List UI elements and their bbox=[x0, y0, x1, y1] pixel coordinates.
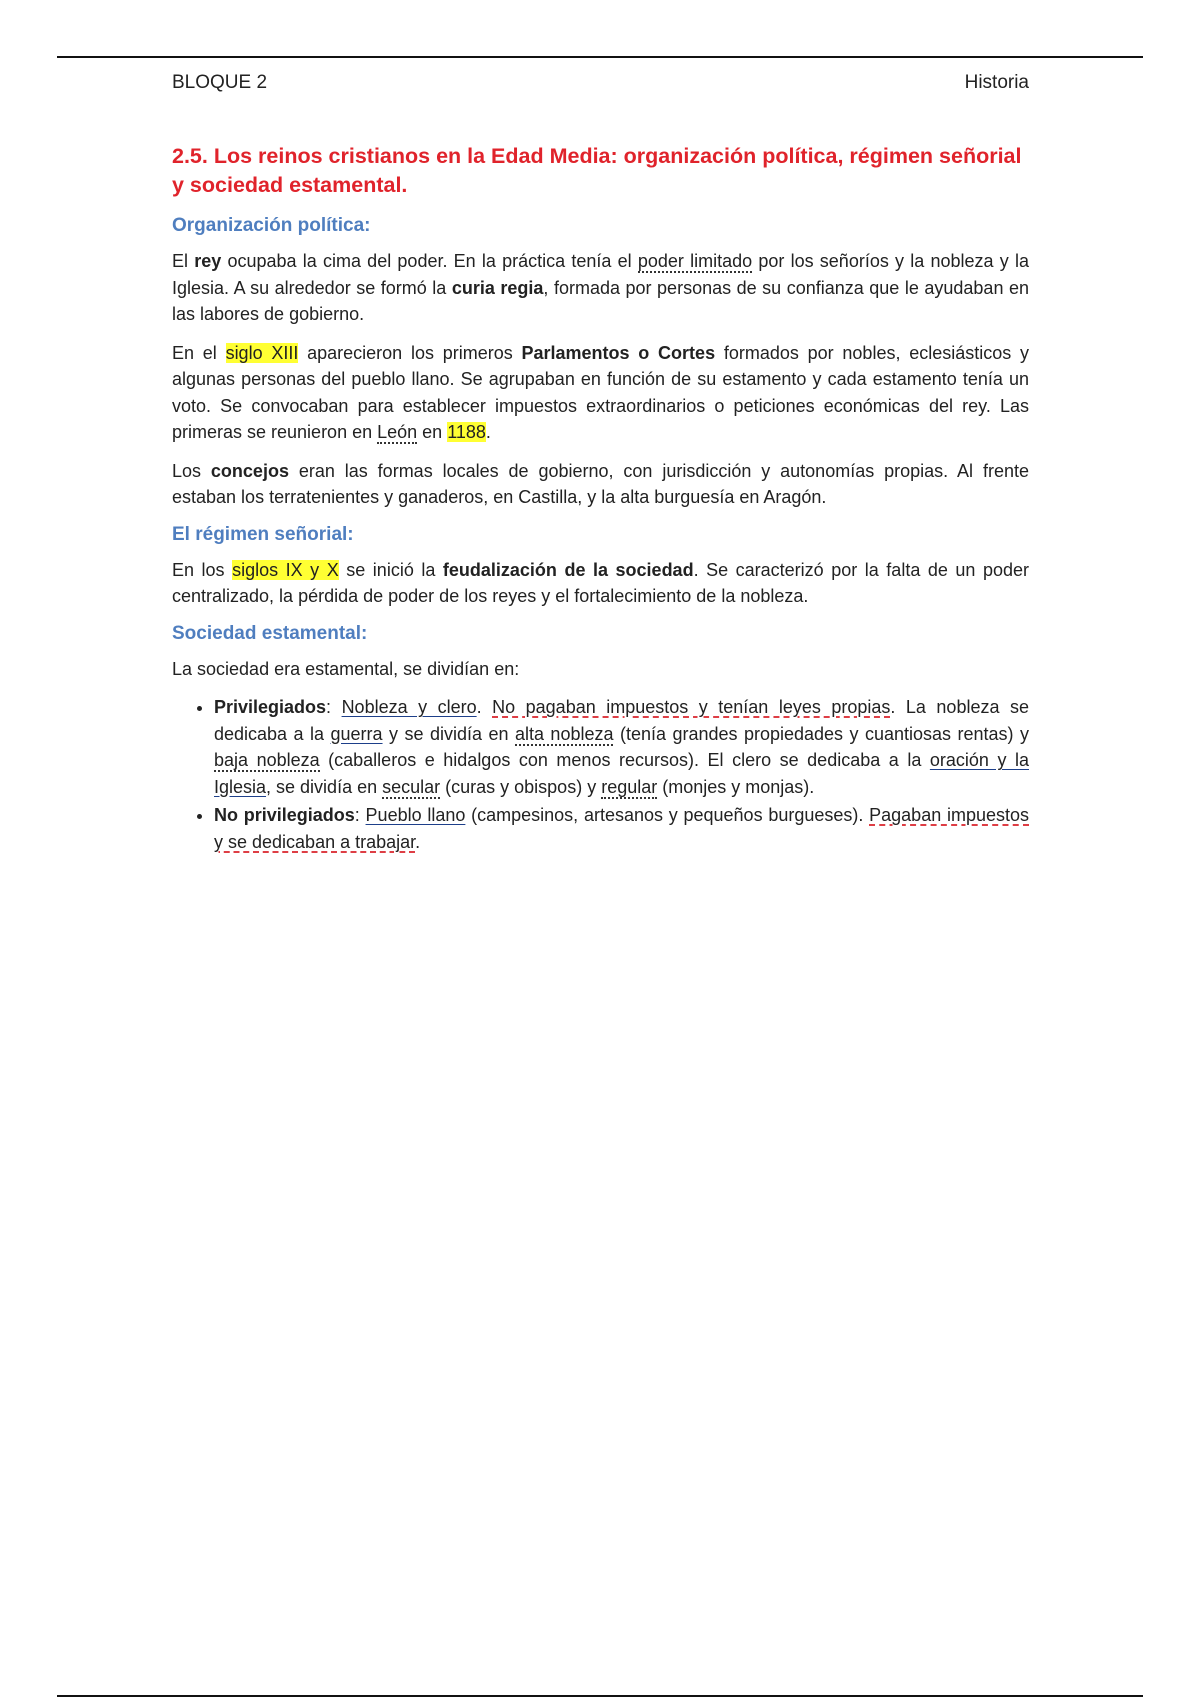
header-rule bbox=[57, 56, 1143, 58]
heading-regimen: El régimen señorial: bbox=[172, 523, 354, 545]
paragraph-rey: El rey ocupaba la cima del poder. En la práctica tenía el poder limitado por los señoríos y la nobleza y la Iglesia. A su alrededor se formó la curia regia, formada por personas de su confianza que le ayudaban en las labores de gobierno. bbox=[172, 251, 1030, 324]
footer-rule bbox=[57, 1695, 1143, 1697]
header-block-label: BLOQUE 2 bbox=[172, 72, 268, 93]
list-item-privilegiados: • Privilegiados: Nobleza y clero. No pagaban impuestos y tenían leyes propias. La nobleza se dedicaba a la guerra y se dividía en alta nobleza (tenía grandes propiedades y cuantiosas rentas) y baja nobleza (caballeros e hidalgos con menos recursos). El clero se dedicaba a la oración y la Iglesia, se dividía en secular (curas y obispos) y regular (monjes y monjas). bbox=[214, 694, 1029, 800]
heading-sociedad: Sociedad estamental: bbox=[172, 622, 368, 644]
paragraph-concejos: Los concejos eran las formas locales de gobierno, con jurisdicción y autonomías propias. Al frente estaban los terratenientes y ganaderos, en Castilla, y la alta burguesía en Aragón. bbox=[172, 460, 1029, 507]
paragraph-cortes: En el siglo XIII aparecieron los primeros Parlamentos o Cortes formados por nobles, eclesiásticos y algunas personas del pueblo llano. Se agrupaban en función de su estamento y cada estamento tenía un voto. Se convocaban para establecer impuestos extraordinarios o peticiones económicas del rey. Las primeras se reunieron en León en 1188. bbox=[172, 342, 1030, 442]
heading-organizacion: Organización política: bbox=[172, 215, 371, 236]
document-body bbox=[172, 142, 1029, 857]
paragraph-feudalizacion: En los siglos IX y X se inició la feudalización de la sociedad. Se caracterizó por la falta de un poder centralizado, la pérdida de poder de los reyes y el fortalecimiento de la nobleza. bbox=[172, 559, 1030, 606]
page-title: 2.5. Los reinos cristianos en la Edad Media: organización política, régimen señorial y sociedad estamental. bbox=[172, 144, 1022, 197]
paragraph-sociedad-intro: La sociedad era estamental, se dividían en: bbox=[172, 658, 520, 679]
header-subject-label: Historia bbox=[964, 72, 1029, 93]
list-item-no-privilegiados: • No privilegiados: Pueblo llano (campesinos, artesanos y pequeños burgueses). Pagaban impuestos y se dedicaban a trabajar. bbox=[214, 802, 1029, 855]
estamentos-list bbox=[172, 694, 1029, 855]
